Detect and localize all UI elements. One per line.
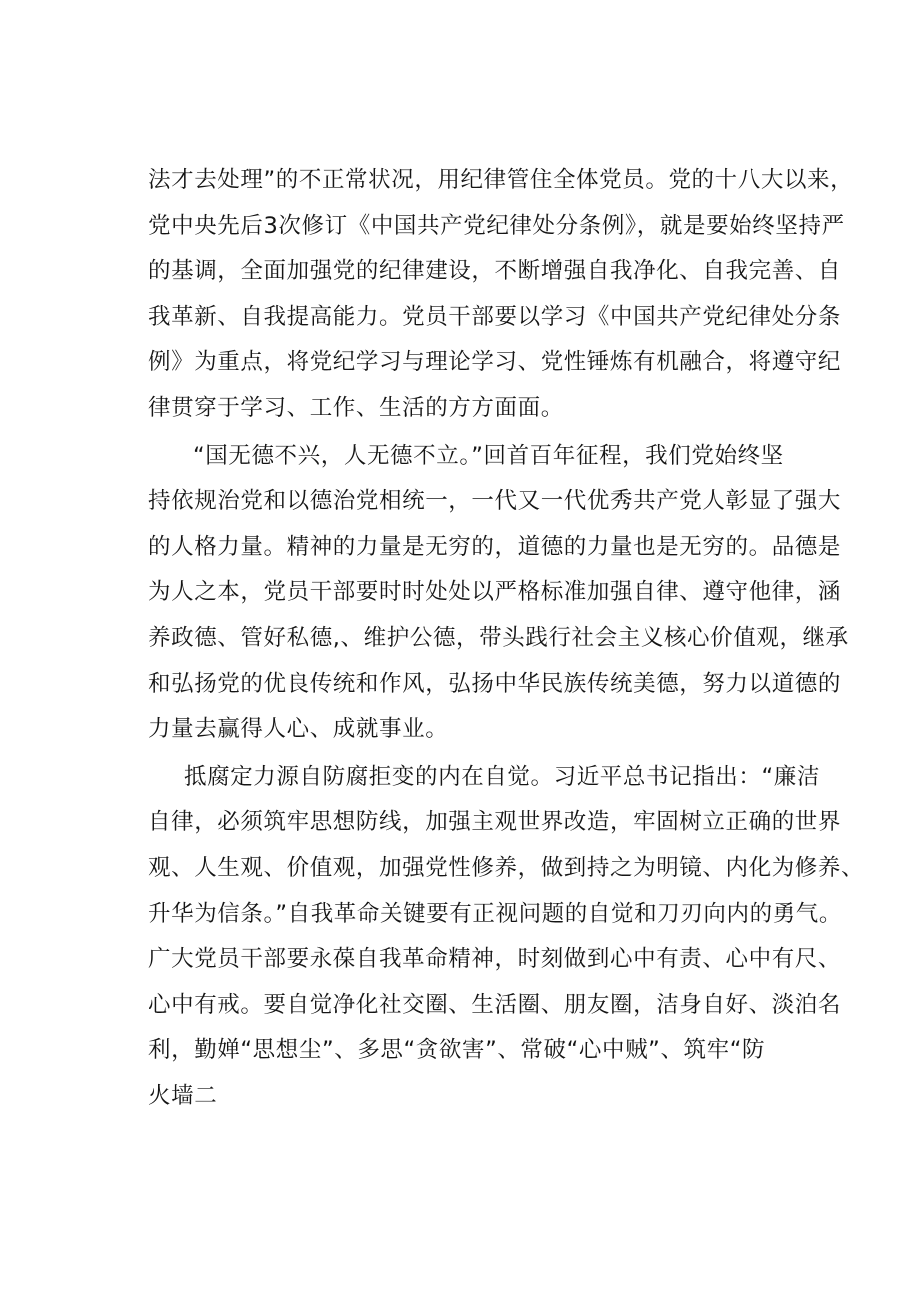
paragraph-line: 的人格力量。精神的力量是无穷的，道德的力量也是无穷的。品德是	[148, 533, 842, 560]
paragraph-line: 养政德、管好私德,、维护公德，带头践行社会主义核心价值观，继承	[148, 624, 849, 651]
paragraph-line: 自律，必须筑牢思想防线，加强主观世界改造，牢固树立正确的世界	[148, 809, 842, 836]
paragraph-line: “国无德不兴，人无德不立。”回首百年征程，我们党始终坚	[193, 442, 784, 469]
paragraph-line: 抵腐定力源自防腐拒变的内在自觉。习近平总书记指出：“廉洁	[184, 763, 820, 790]
paragraph-line: 律贯穿于学习、工作、生活的方方面面。	[148, 394, 564, 421]
paragraph-line: 升华为信条。”自我革命关键要有正视问题的自觉和刀刃向内的勇气。	[148, 900, 843, 927]
paragraph-line: 例》为重点，将党纪学习与理论学习、党性锤炼有机融合，将遵守纪	[148, 349, 842, 376]
paragraph-line: 我革新、自我提高能力。党员干部要以学习《中国共产党纪律处分条	[148, 303, 842, 330]
paragraph-line: 法才去处理”的不正常状况，用纪律管住全体党员。党的十八大以来，	[148, 167, 854, 193]
paragraph-line: 的基调，全面加强党的纪律建设，不断增强自我净化、自我完善、自	[148, 258, 842, 285]
paragraph-line: 心中有戒。要自觉净化社交圈、生活圈、朋友圈，洁身自好、淡泊名	[148, 991, 842, 1018]
paragraph-line: 持依规治党和以德治党相统一，一代又一代优秀共产党人彰显了强大	[148, 488, 842, 515]
paragraph-line: 广大党员干部要永葆自我革命精神，时刻做到心中有责、心中有尺、	[148, 946, 842, 973]
paragraph-morality	[148, 434, 849, 753]
paragraph-line: 利，勤婵“思想尘”、多思“贪欲害”、常破“心中贼”、筑牢“防	[148, 1037, 766, 1064]
paragraph-line: 和弘扬党的优良传统和作风，弘扬中华民族传统美德，努力以道德的	[148, 670, 842, 697]
paragraph-line: 为人之本，党员干部要时时处处以严格标准加强自律、遵守他律，涵	[148, 579, 842, 606]
paragraph-line: 火墙二	[148, 1082, 218, 1109]
paragraph-discipline	[148, 158, 854, 432]
document-body	[148, 158, 865, 1119]
paragraph-line: 力量去赢得人心、成就事业。	[148, 716, 449, 743]
paragraph-line: 党中央先后3次修订《中国共产党纪律处分条例》，就是要始终坚持严	[148, 212, 845, 239]
paragraph-anti-corruption	[148, 755, 865, 1120]
paragraph-line: 观、人生观、价值观，加强党性修养，做到持之为明镜、内化为修养、	[148, 854, 865, 881]
